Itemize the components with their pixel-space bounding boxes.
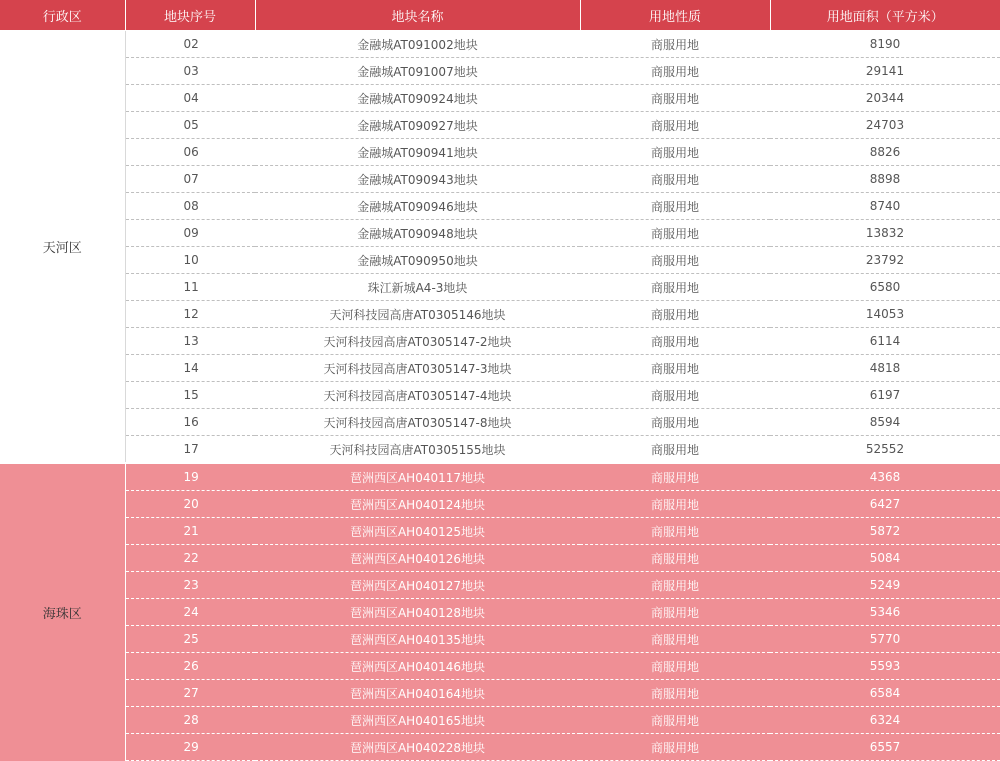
land-area-cell: 6584 — [770, 680, 1000, 707]
parcel-name-cell: 金融城AT091007地块 — [255, 58, 580, 85]
parcel-number-cell: 03 — [125, 58, 255, 85]
land-use-cell: 商服用地 — [580, 653, 770, 680]
parcel-number-cell: 24 — [125, 599, 255, 626]
table-row — [0, 734, 1000, 761]
land-area-cell: 5346 — [770, 599, 1000, 626]
land-use-cell: 商服用地 — [580, 220, 770, 247]
parcel-name-cell: 金融城AT090950地块 — [255, 247, 580, 274]
land-area-cell: 5084 — [770, 545, 1000, 572]
land-use-cell: 商服用地 — [580, 274, 770, 301]
parcel-number-cell: 08 — [125, 193, 255, 220]
table-row — [0, 545, 1000, 572]
parcel-number-cell: 07 — [125, 166, 255, 193]
land-area-cell: 5872 — [770, 518, 1000, 545]
land-use-cell: 商服用地 — [580, 463, 770, 491]
district-cell: 海珠区 — [0, 463, 125, 761]
district-cell: 天河区 — [0, 31, 125, 464]
table-row — [0, 626, 1000, 653]
land-area-cell: 29141 — [770, 58, 1000, 85]
parcel-name-cell: 琶洲西区AH040127地块 — [255, 572, 580, 599]
land-use-cell: 商服用地 — [580, 193, 770, 220]
land-use-cell: 商服用地 — [580, 409, 770, 436]
land-area-cell: 8594 — [770, 409, 1000, 436]
land-use-cell: 商服用地 — [650, 442, 699, 457]
land-area-cell: 8740 — [770, 193, 1000, 220]
land-use-cell: 商服用地 — [580, 734, 770, 761]
parcel-number-cell: 17 — [183, 442, 199, 456]
parcel-number-cell: 11 — [125, 274, 255, 301]
land-use-cell: 商服用地 — [580, 31, 770, 58]
land-area-cell: 20344 — [770, 85, 1000, 112]
land-use-cell: 商服用地 — [580, 545, 770, 572]
table-row — [0, 58, 1000, 85]
parcel-number-cell: 25 — [125, 626, 255, 653]
land-area-cell: 6557 — [770, 734, 1000, 761]
parcel-name-cell: 金融城AT090927地块 — [255, 112, 580, 139]
land-area-cell: 8898 — [770, 166, 1000, 193]
table-row — [0, 382, 1000, 409]
parcel-number-cell: 10 — [125, 247, 255, 274]
parcel-number-cell: 29 — [125, 734, 255, 761]
land-use-cell: 商服用地 — [580, 139, 770, 166]
header-land-use: 用地性质 — [580, 0, 770, 31]
parcel-name-cell: 金融城AT090924地块 — [255, 85, 580, 112]
land-area-cell: 24703 — [770, 112, 1000, 139]
parcel-name-cell: 琶洲西区AH040146地块 — [255, 653, 580, 680]
header-parcel-number: 地块序号 — [125, 0, 255, 31]
parcel-number-cell: 12 — [125, 301, 255, 328]
land-area-cell: 6197 — [770, 382, 1000, 409]
parcel-name-cell: 珠江新城A4-3地块 — [255, 274, 580, 301]
table-row — [0, 518, 1000, 545]
parcel-name-cell: 琶洲西区AH040126地块 — [255, 545, 580, 572]
parcel-number-cell: 28 — [125, 707, 255, 734]
parcel-name-cell: 天河科技园高唐AT0305147-8地块 — [255, 409, 580, 436]
land-use-cell: 商服用地 — [580, 626, 770, 653]
land-use-cell: 商服用地 — [580, 355, 770, 382]
parcel-number-cell: 20 — [125, 491, 255, 518]
parcel-number-cell: 15 — [125, 382, 255, 409]
land-use-cell: 商服用地 — [580, 58, 770, 85]
land-use-cell: 商服用地 — [580, 166, 770, 193]
land-area-cell: 5593 — [770, 653, 1000, 680]
parcel-name-cell: 天河科技园高唐AT0305155地块 — [329, 442, 506, 457]
land-use-cell: 商服用地 — [580, 382, 770, 409]
land-area-cell: 6427 — [770, 491, 1000, 518]
table-row — [0, 220, 1000, 247]
parcel-name-cell: 金融城AT091002地块 — [255, 31, 580, 58]
land-use-cell: 商服用地 — [580, 518, 770, 545]
parcel-name-cell: 琶洲西区AH040128地块 — [255, 599, 580, 626]
table-row — [0, 139, 1000, 166]
parcel-name-cell: 金融城AT090946地块 — [255, 193, 580, 220]
land-area-cell: 23792 — [770, 247, 1000, 274]
land-use-cell: 商服用地 — [580, 572, 770, 599]
parcel-number-cell: 02 — [125, 31, 255, 58]
parcel-name-cell: 琶洲西区AH040165地块 — [255, 707, 580, 734]
parcel-number-cell: 09 — [125, 220, 255, 247]
land-area-cell: 4368 — [770, 463, 1000, 491]
land-area-cell: 6324 — [770, 707, 1000, 734]
parcel-name-cell: 金融城AT090948地块 — [255, 220, 580, 247]
land-use-cell: 商服用地 — [580, 85, 770, 112]
table-row — [0, 355, 1000, 382]
land-area-cell: 13832 — [770, 220, 1000, 247]
land-use-cell: 商服用地 — [580, 599, 770, 626]
table-row — [0, 166, 1000, 193]
land-area-cell: 8826 — [770, 139, 1000, 166]
parcel-name-cell: 琶洲西区AH040124地块 — [255, 491, 580, 518]
table-row — [0, 680, 1000, 707]
land-use-cell: 商服用地 — [580, 301, 770, 328]
header-land-area: 用地面积（平方米） — [770, 0, 1000, 31]
land-area-cell: 8190 — [770, 31, 1000, 58]
land-use-cell: 商服用地 — [580, 491, 770, 518]
table-row — [0, 653, 1000, 680]
parcel-name-cell: 天河科技园高唐AT0305146地块 — [255, 301, 580, 328]
table-row — [0, 491, 1000, 518]
table-row — [0, 328, 1000, 355]
header-parcel-name: 地块名称 — [255, 0, 580, 31]
table-row — [0, 707, 1000, 734]
table-row — [0, 409, 1000, 436]
land-area-cell: 6580 — [770, 274, 1000, 301]
parcel-number-cell: 22 — [125, 545, 255, 572]
parcel-number-cell: 16 — [125, 409, 255, 436]
table-row — [0, 599, 1000, 626]
parcel-number-cell: 06 — [125, 139, 255, 166]
land-area-cell: 5249 — [770, 572, 1000, 599]
parcel-name-cell: 琶洲西区AH040164地块 — [255, 680, 580, 707]
parcel-number-cell: 26 — [125, 653, 255, 680]
land-use-cell: 商服用地 — [580, 328, 770, 355]
land-area-cell: 4818 — [770, 355, 1000, 382]
table-row — [0, 274, 1000, 301]
table-row — [0, 463, 1000, 491]
table-row — [0, 85, 1000, 112]
parcel-name-cell: 天河科技园高唐AT0305147-3地块 — [255, 355, 580, 382]
land-use-cell: 商服用地 — [580, 707, 770, 734]
parcel-name-cell: 琶洲西区AH040125地块 — [255, 518, 580, 545]
parcel-number-cell: 05 — [125, 112, 255, 139]
table-row — [0, 112, 1000, 139]
table-row — [0, 301, 1000, 328]
parcel-number-cell: 14 — [125, 355, 255, 382]
land-area-cell: 5770 — [770, 626, 1000, 653]
land-use-cell: 商服用地 — [580, 247, 770, 274]
parcel-number-cell: 04 — [125, 85, 255, 112]
table-row — [0, 572, 1000, 599]
parcel-name-cell: 金融城AT090943地块 — [255, 166, 580, 193]
parcel-name-cell: 天河科技园高唐AT0305147-2地块 — [255, 328, 580, 355]
parcel-name-cell: 琶洲西区AH040135地块 — [255, 626, 580, 653]
parcel-name-cell: 琶洲西区AH040228地块 — [255, 734, 580, 761]
table-row — [0, 31, 1000, 58]
parcel-number-cell: 21 — [125, 518, 255, 545]
table-row — [0, 436, 1000, 464]
header-row — [0, 0, 1000, 31]
table-row — [0, 247, 1000, 274]
header-district: 行政区 — [0, 0, 125, 31]
parcel-name-cell: 琶洲西区AH040117地块 — [255, 463, 580, 491]
land-use-cell: 商服用地 — [580, 680, 770, 707]
land-area-cell: 52552 — [865, 442, 905, 456]
parcel-number-cell: 13 — [125, 328, 255, 355]
parcel-number-cell: 27 — [125, 680, 255, 707]
parcel-number-cell: 19 — [125, 463, 255, 491]
table-row — [0, 193, 1000, 220]
land-use-cell: 商服用地 — [580, 112, 770, 139]
land-area-cell: 6114 — [770, 328, 1000, 355]
parcel-name-cell: 天河科技园高唐AT0305147-4地块 — [255, 382, 580, 409]
parcel-name-cell: 金融城AT090941地块 — [255, 139, 580, 166]
table-body — [0, 31, 1000, 761]
parcel-number-cell: 23 — [125, 572, 255, 599]
land-area-cell: 14053 — [770, 301, 1000, 328]
